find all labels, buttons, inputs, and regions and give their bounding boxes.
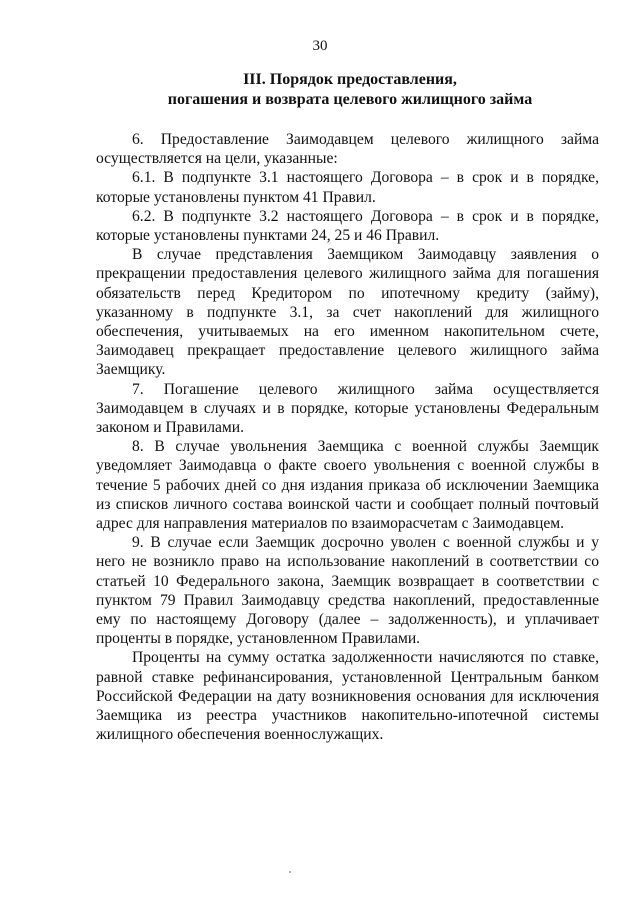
section-title-line-2: погашения и возврата целевого жилищного займа bbox=[167, 91, 533, 108]
section-heading bbox=[100, 70, 600, 110]
paragraph-6-2: 6.2. В подпункте 3.2 настоящего Договора – в срок и в порядке, которые установлены пунктами 24, 25 и 46 Правил. bbox=[96, 207, 599, 245]
paragraph-6: 6. Предоставление Заимодавцем целевого жилищного займа осуществляется на цели, указанные: bbox=[96, 131, 599, 168]
paragraph-6-1: 6.1. В подпункте 3.1 настоящего Договора – в срок и в порядке, которые установлены пунктом 41 Правил. bbox=[96, 169, 599, 206]
paragraph-termination: В случае представления Заемщиком Заимодавцу заявления о прекращении предоставления целевого жилищного займа для погашения обязательств перед Кредитором по ипотечному кредиту (займу), указанному в подпункте 3.1, за счет накоплений для жилищного обеспечения, учитываемых на его именном накопительном счете, Заимодавец прекращает предоставление целевого жилищного займа Заемщику. bbox=[96, 246, 599, 379]
page-number: 30 bbox=[312, 38, 328, 54]
paragraph-9: 9. В случае если Заемщик досрочно уволен с военной службы и у него не возникло право на использование накоплений в соответствии со статьей 10 Федерального закона, Заемщик возвращает в соответствии с пунктом 79 Правил Заимодавцу средства накоплений, предоставленные ему по настоящему Договору (далее – задолженность), и уплачивает проценты в порядке, установленном Правилами. bbox=[96, 534, 599, 648]
paragraph-8: 8. В случае увольнения Заемщика с военной службы Заемщик уведомляет Заимодавца о факте своего увольнения с военной службы в течение 5 рабочих дней со дня издания приказа об исключении Заемщика из списков личного состава воинской части и сообщает полный почтовый адрес для направления материалов по взаиморасчетам с Заимодавцем. bbox=[96, 438, 599, 533]
paragraph-7: 7. Погашение целевого жилищного займа осуществляется Заимодавцем в случаях и в порядке, которые установлены Федеральным законом и Правилами. bbox=[96, 380, 599, 437]
paragraph-interest: Проценты на сумму остатка задолженности начисляются по ставке, равной ставке рефинансирования, установленной Центральным банком Российской Федерации на дату возникновения основания для исключения Заемщика из реестра участников накопительно-ипотечной системы жилищного обеспечения военнослужащих. bbox=[96, 649, 599, 744]
section-title-line-1: III. Порядок предоставления, bbox=[243, 71, 457, 88]
scan-speck bbox=[289, 871, 291, 873]
document-body bbox=[96, 130, 599, 745]
